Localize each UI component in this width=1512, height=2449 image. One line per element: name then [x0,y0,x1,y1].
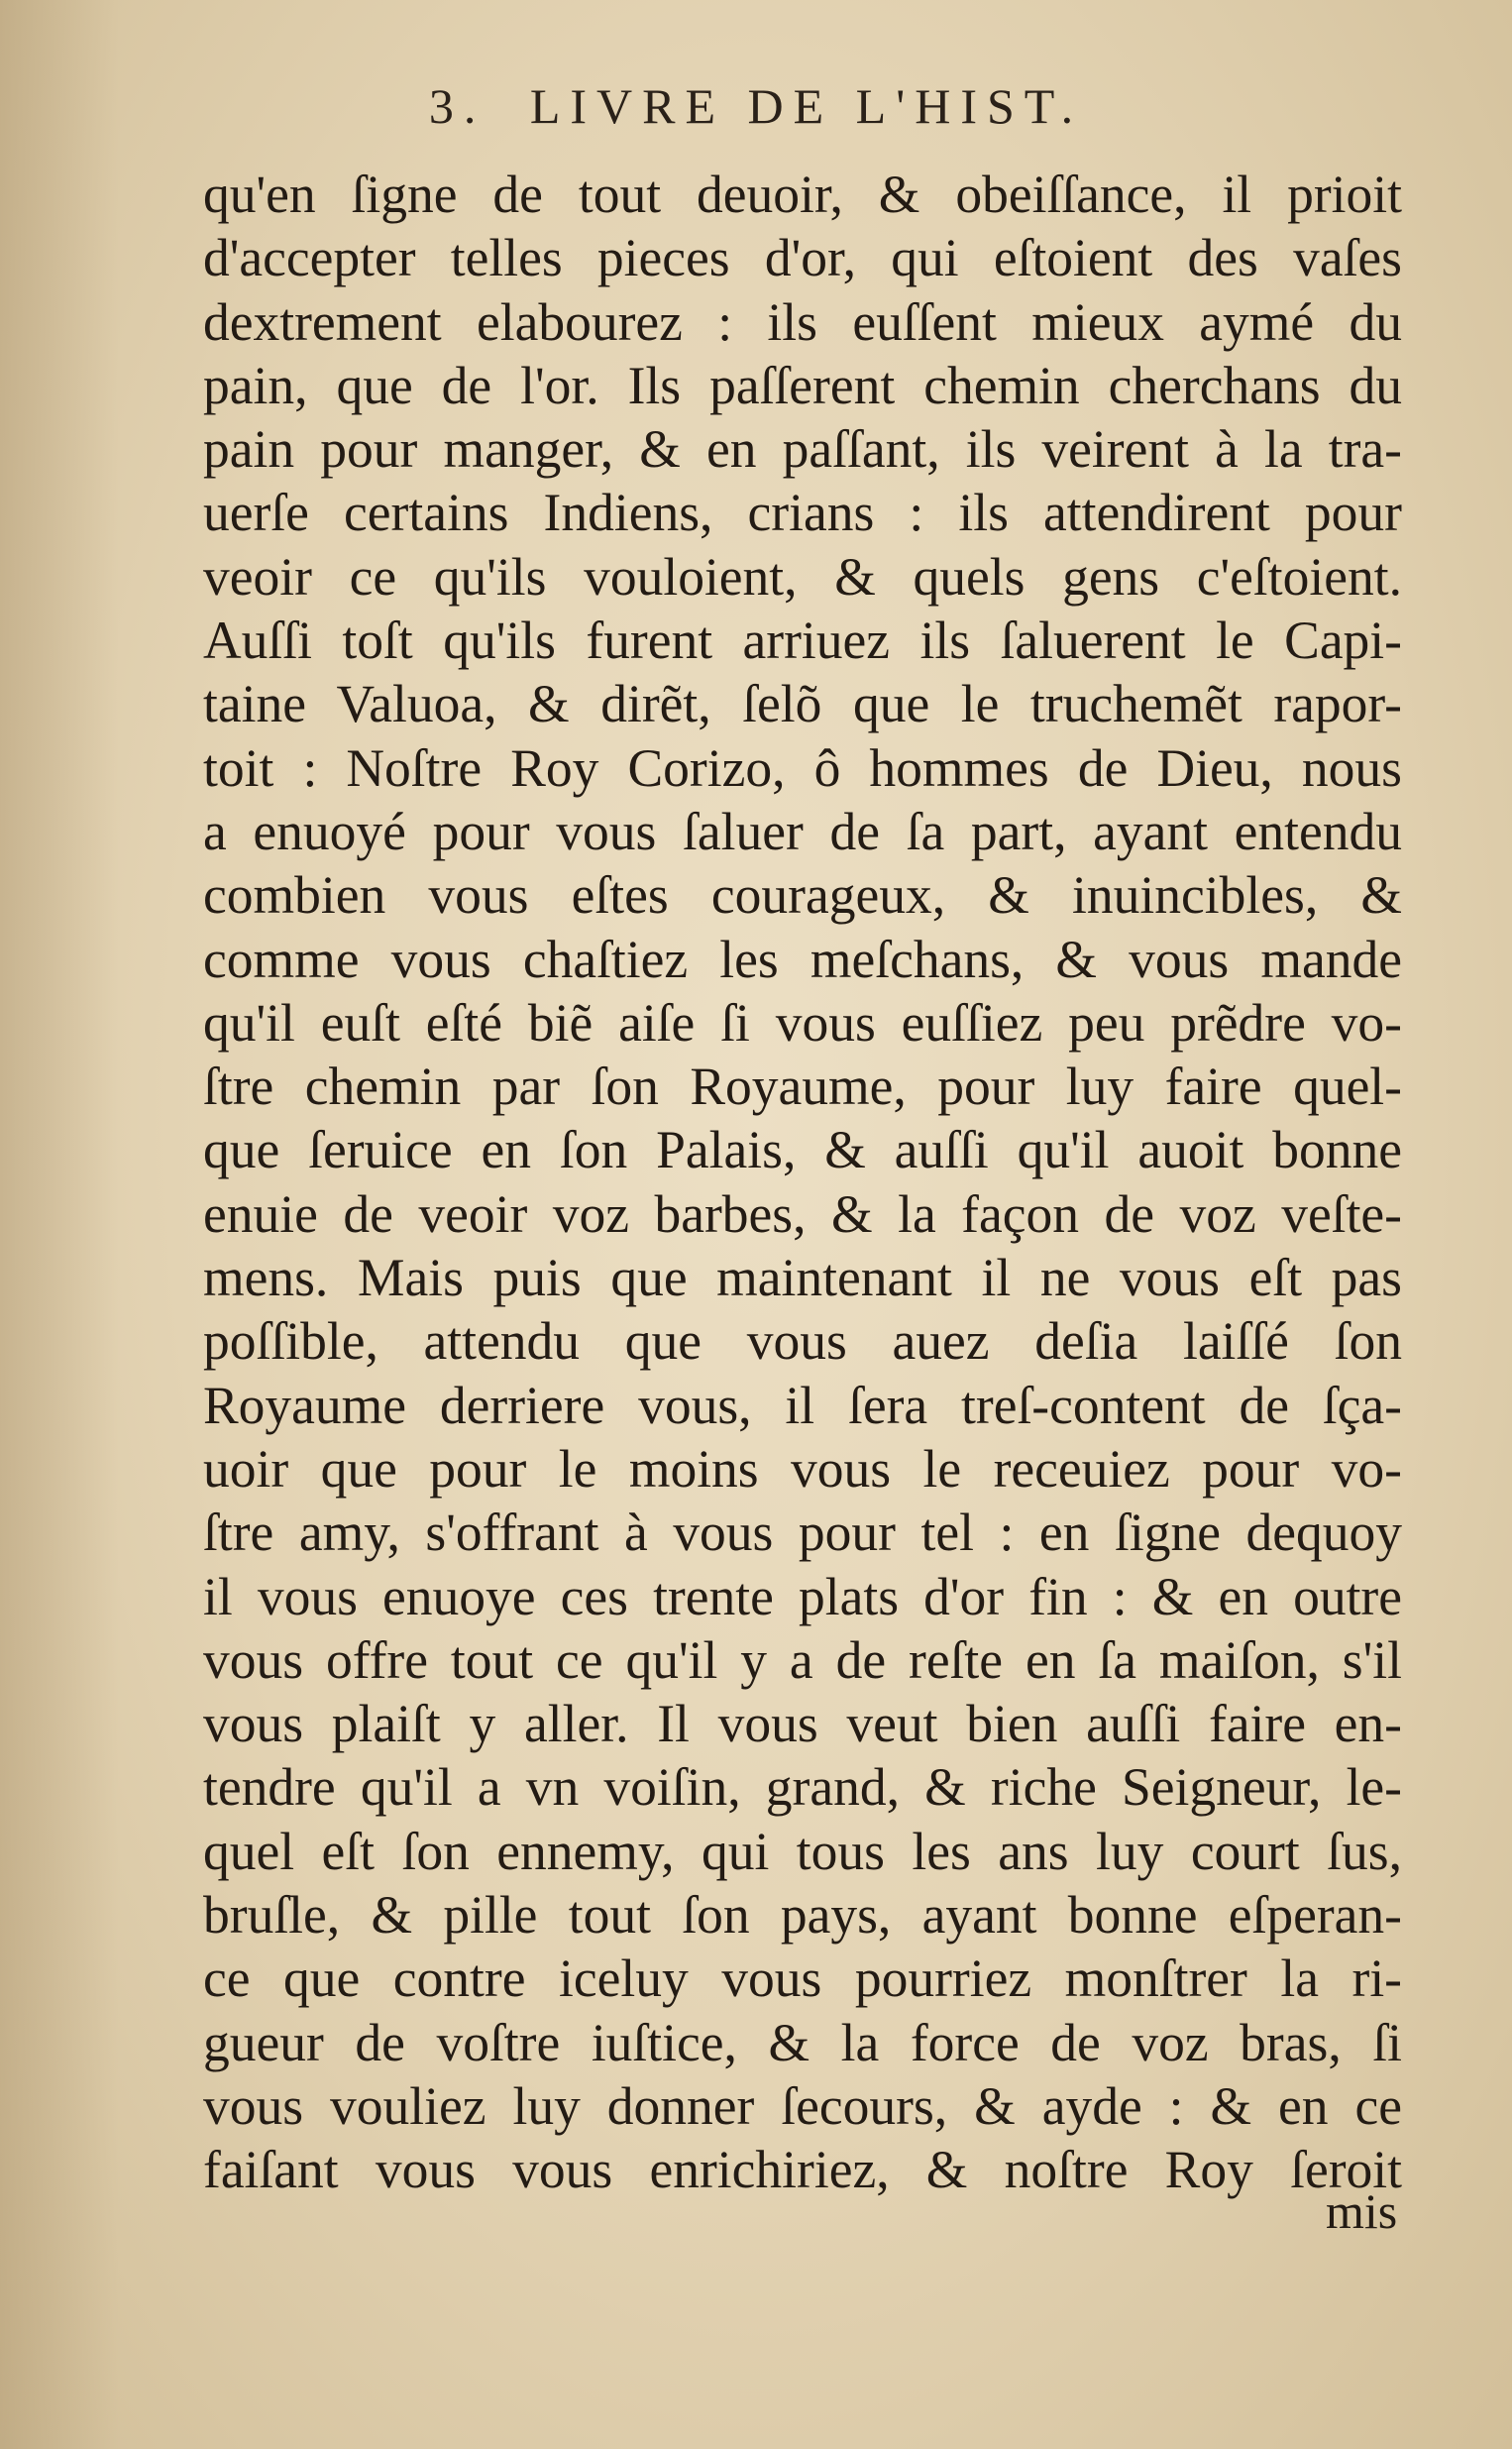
text-line: enuie de veoir voz barbes, & la façon de voz veſte- [203,1183,1402,1244]
text-line: taine Valuoa, & dirẽt, ſelõ que le truchemẽt rapor- [203,674,1402,734]
text-line: mens. Mais puis que maintenant il ne vous eſt pas [203,1248,1402,1308]
text-line: a enuoyé pour vous ſaluer de ſa part, ayant entendu [203,801,1402,861]
text-line: que ſeruice en ſon Palais, & auſſi qu'il auoit bonne [203,1120,1402,1180]
text-line: d'accepter telles pieces d'or, qui eſtoient des vaſes [203,228,1402,288]
text-line: quel eſt ſon ennemy, qui tous les ans luy court ſus, [203,1821,1402,1881]
text-line: ſtre chemin par ſon Royaume, pour luy faire quel- [203,1057,1402,1117]
text-line: veoir ce qu'ils vouloient, & quels gens c'eſtoient. [203,546,1402,607]
text-line: pain, que de l'or. Ils paſſerent chemin cherchans du [203,355,1402,415]
text-line: qu'en ſigne de tout deuoir, & obeiſſance, il prioit [203,165,1402,224]
body-text [203,163,1402,2202]
text-line: dextrement elabourez : ils euſſent mieux aymé du [203,291,1402,352]
catchword: mis [1326,2183,1398,2239]
text-line: qu'il euſt eſté biẽ aiſe ſi vous euſſiez peu prẽdre vo- [203,992,1402,1053]
text-line: Auſſi toſt qu'ils furent arriuez ils ſaluerent le Capi- [203,611,1402,671]
text-line: il vous enuoye ces trente plats d'or fin : & en outre [203,1566,1402,1626]
page-number: 3. [428,78,486,134]
text-line: vous plaiſt y aller. Il vous veut bien auſſi faire en- [203,1694,1402,1754]
text-line: bruſle, & pille tout ſon pays, ayant bonne eſperan- [203,1885,1402,1946]
text-line: pain pour manger, & en paſſant, ils veirent à la tra- [203,419,1402,480]
running-title: LIVRE DE L'HIST. [529,78,1084,134]
gutter-shadow [0,0,119,2449]
running-header [0,77,1512,135]
text-line: gueur de voſtre iuſtice, & la force de voz bras, ſi [203,2012,1402,2072]
text-line: combien vous eſtes courageux, & inuincibles, & [203,865,1402,926]
text-line: ſtre amy, s'offrant à vous pour tel : en ſigne dequoy [203,1503,1402,1563]
text-line: vous offre tout ce qu'il y a de reſte en ſa maiſon, s'il [203,1629,1402,1690]
text-line: Royaume derriere vous, il ſera treſ-content de ſça- [203,1375,1402,1435]
text-line: toit : Noſtre Roy Corizo, ô hommes de Dieu, nous [203,737,1402,798]
text-line: ce que contre iceluy vous pourriez monſtrer la ri- [203,1948,1402,2009]
text-line: tendre qu'il a vn voiſin, grand, & riche Seigneur, le- [203,1757,1402,1818]
text-line: comme vous chaſtiez les meſchans, & vous mande [203,929,1402,989]
text-line: uerſe certains Indiens, crians : ils attendirent pour [203,483,1402,543]
text-line: faiſant vous vous enrichiriez, & noſtre Roy ſeroit [203,2140,1402,2200]
text-line: poſſible, attendu que vous auez deſia laiſſé ſon [203,1311,1402,1372]
text-line: vous vouliez luy donner ſecours, & ayde : & en ce [203,2075,1402,2136]
text-line: uoir que pour le moins vous le receuiez pour vo- [203,1438,1402,1499]
